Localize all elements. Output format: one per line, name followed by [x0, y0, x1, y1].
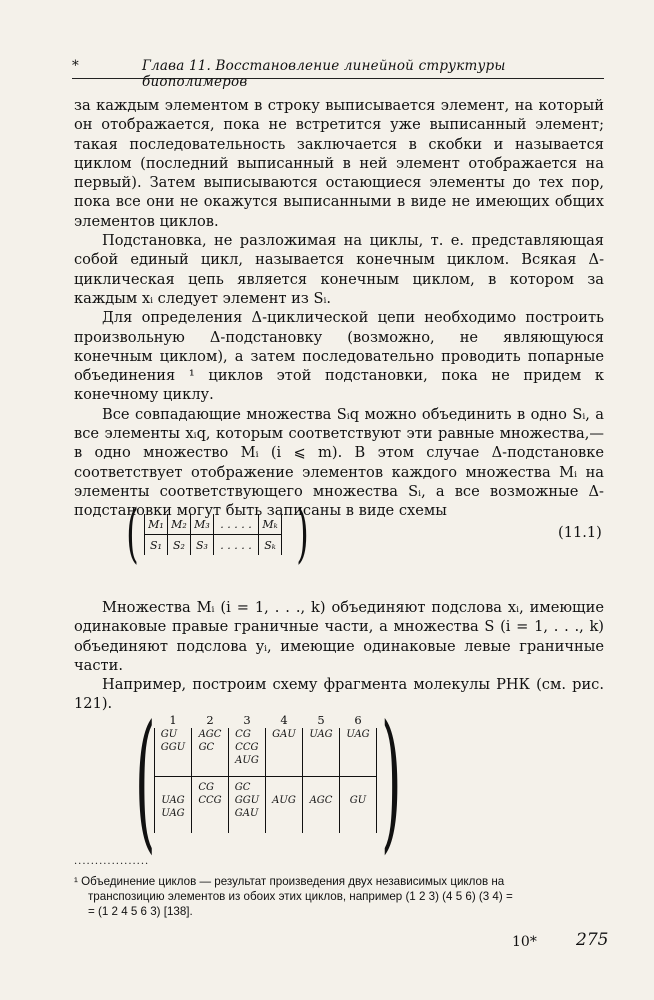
right-bracket: ) — [381, 694, 402, 868]
scheme-cell: M₁ — [145, 514, 168, 535]
paragraph-3: Для определения Δ-циклической цепи необходимо построить произвольную Δ-подстановку (возможно, не являющуюся конечным циклом), а затем последовательно проводить попарные объединения ¹ циклов этой подстановки, пока не придем к конечному циклу. — [74, 309, 604, 404]
column-number: 3 — [243, 713, 251, 727]
rna-cell — [266, 777, 303, 834]
rna-cell-text — [272, 728, 296, 741]
rna-cell — [340, 777, 377, 834]
paragraph-2: Подстановка, не разложимая на циклы, т. е. представляющая собой единый цикл, называется конечным циклом. Всякая Δ-циклическая цепь является конечным циклом, в котором за каждым xᵢ следует элемент из Sᵢ. — [74, 232, 604, 307]
signature-mark: 10* — [512, 934, 537, 950]
rna-cell — [229, 777, 266, 834]
footnote-line-3: = (1 2 4 5 6 3) [138]. — [88, 905, 193, 918]
scheme-cell: . . . . . — [214, 514, 259, 535]
column-number: 4 — [280, 713, 288, 727]
rna-cell-text — [310, 781, 333, 807]
scheme-cell: S₂ — [168, 535, 191, 556]
footnote — [74, 874, 604, 919]
column-number: 2 — [206, 713, 214, 727]
rna-cell — [303, 777, 340, 834]
rna-fragment: GGU — [234, 795, 260, 806]
rna-fragment: GC — [234, 782, 251, 793]
paragraph-5: Множества Mᵢ (i = 1, . . ., k) объединяют подслова xᵢ, имеющие одинаковые правые граничные части, а множества S (i = 1, . . ., k) объединяют подслова yᵢ, имеющие одинаковые левые граничные части. — [74, 599, 604, 674]
rna-fragment — [310, 781, 333, 794]
right-bracket: ) — [296, 497, 309, 571]
footnote-line-1: ¹ Объединение циклов — результат произведения двух независимых циклов на — [74, 875, 505, 888]
scheme-11-1 — [124, 497, 310, 571]
rna-fragment — [350, 781, 366, 794]
scheme-cell: M₃ — [191, 514, 214, 535]
left-bracket: ( — [135, 694, 156, 868]
rna-fragment: CCG — [198, 795, 222, 806]
rna-fragment: AGC — [309, 795, 333, 806]
rna-fragment — [272, 781, 296, 794]
rna-fragment: CG — [198, 782, 214, 793]
rna-cell — [192, 728, 229, 777]
scheme-cell: Mₖ — [259, 514, 282, 535]
rna-cell — [155, 728, 192, 777]
rna-scheme — [132, 694, 402, 868]
rna-cell-text — [198, 781, 221, 807]
page-number: 275 — [576, 930, 609, 950]
paragraph-6: Например, построим схему фрагмента молекулы РНК (см. рис. 121). — [74, 676, 604, 713]
rna-cell-text — [309, 728, 332, 741]
left-bracket: ( — [126, 497, 139, 571]
rna-fragment: UAG — [161, 795, 185, 806]
rna-cell-text — [346, 728, 369, 741]
scheme-cell: M₂ — [168, 514, 191, 535]
rna-fragment: AGC — [198, 729, 222, 740]
column-number: 5 — [317, 713, 325, 727]
scheme-cell: S₃ — [191, 535, 214, 556]
scheme-cell: S₁ — [145, 535, 168, 556]
rna-fragment: GC — [198, 742, 215, 753]
rna-fragment: AUG — [235, 755, 259, 766]
rna-fragment: CG — [235, 729, 251, 740]
paragraph-4: Все совпадающие множества Sᵢq можно объединить в одно Sᵢ, а все элементы xᵢq, которым соответствуют эти равные множества,— в одно множество Mᵢ (i ⩽ m). В этом случае Δ-подстановке соответствует отображение элементов каждого множества Mᵢ на элементы соответствующего множества Sᵢ, а все возможные Δ-подстановки могут быть записаны в виде схемы — [74, 405, 604, 520]
rna-cell-text — [199, 728, 222, 754]
paragraph-1: за каждым элементом в строку выписывается элемент, на который он отображается, пока не встретится уже выписанный элемент; такая последовательность заключается в скобки и называется циклом (последний выписанный в ней элемент отображается на первый). Затем выписываются остающиеся элементы до тех пор, пока все они не окажутся выписанными в виде не имеющих общих элементов циклов. — [74, 97, 604, 230]
rna-fragment: CCG — [235, 742, 259, 753]
column-number: 6 — [354, 713, 362, 727]
rna-fragment: UAG — [309, 729, 333, 740]
column-number: 1 — [169, 713, 177, 727]
rna-fragment: UAG — [161, 808, 185, 819]
rna-table — [154, 714, 377, 833]
footnote-line-2: транспозицию элементов из обоих этих циклов, например (1 2 3) (4 5 6) (3 4) = — [88, 890, 513, 903]
rna-cell — [229, 728, 266, 777]
rna-cell-text — [161, 781, 184, 820]
rna-fragment: GAU — [234, 808, 259, 819]
rna-fragment: GU — [349, 795, 367, 806]
rna-cell — [266, 728, 303, 777]
rna-fragment: AUG — [272, 795, 296, 806]
scheme-table — [144, 514, 282, 555]
rna-fragment: GGU — [160, 742, 186, 753]
rna-cell-text — [235, 728, 259, 767]
rna-cell — [155, 777, 192, 834]
running-header — [72, 58, 604, 90]
equation-number: (11.1) — [558, 524, 602, 541]
rna-cell-text — [161, 728, 185, 754]
rna-cell — [192, 777, 229, 834]
scheme-cell: . . . . . — [214, 535, 259, 556]
rna-cell-text — [235, 781, 259, 820]
rna-fragment — [161, 781, 184, 794]
main-text-top — [74, 96, 604, 521]
scheme-cell: Sₖ — [259, 535, 282, 556]
rna-cell-text — [350, 781, 366, 807]
rna-fragment: GAU — [272, 729, 296, 740]
rna-fragment: UAG — [346, 729, 370, 740]
header-title: Глава 11. Восстановление линейной структуры биополимеров — [142, 58, 506, 90]
footnote-separator: .................. — [74, 856, 150, 867]
rna-cell — [340, 728, 377, 777]
header-star: * — [72, 58, 79, 74]
rna-cell-text — [272, 781, 296, 807]
rna-cell — [303, 728, 340, 777]
rna-fragment: GU — [160, 729, 178, 740]
